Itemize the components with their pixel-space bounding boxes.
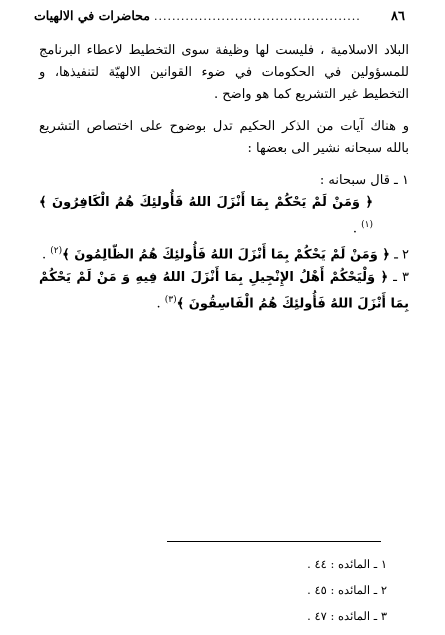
running-title: محاضرات في الالهيات — [34, 8, 150, 23]
verse-2-text: ﴿ وَمَنْ لَمْ يَحْكُمْ بِمَا أَنْزَلَ اللهُ فَأُولئِكَ هُمُ الظّالِمُونَ ﴾ — [62, 247, 390, 263]
page-header — [34, 8, 405, 30]
verse-3: ٣ ـ ﴿ وَلْيَحْكُمْ أَهْلُ الإِنْجِيلِ بِمَا أَنْزَلَ اللهُ فِيهِ وَ مَنْ لَمْ يَحْكُمْ بِمَا أَنْزَلَ اللهُ فَأُولئِكَ هُمُ الْفَاسِقُونَ ﴾$^{(٣)}$ . — [39, 269, 409, 311]
body-text — [39, 40, 409, 315]
verse-3-text: ﴿ وَلْيَحْكُمْ أَهْلُ الإِنْجِيلِ بِمَا أَنْزَلَ اللهُ فِيهِ وَ مَنْ لَمْ يَحْكُمْ بِمَا أَنْزَلَ اللهُ فَأُولئِكَ هُمُ الْفَاسِقُونَ ﴾ — [39, 269, 409, 311]
header-dots: .............................................. — [153, 10, 361, 23]
footnote-ref-2: (٢) — [50, 246, 63, 257]
verse-2-prefix: ٢ ـ — [394, 247, 409, 263]
verse-3-prefix: ٣ ـ — [393, 269, 409, 285]
paragraph-1: البلاد الاسلامية ، فليست لها وظيفة سوى التخطيط لاعطاء البرنامج للمسؤولين في الحكومات في ضوء القوانين الالهيّة لتنفيذها، و التخطيط غير التشريع كما هو واضح . — [39, 43, 409, 102]
footnote-1: ١ ـ المائده : ٤٤ . — [307, 557, 387, 571]
running-head — [34, 8, 361, 23]
page-number: ٨٦ — [391, 9, 405, 24]
verse-1-text: ﴿ وَمَنْ لَمْ يَحْكُمْ بِمَا أَنْزَلَ اللهُ فَأُولئِكَ هُمُ الْكَافِرُونَ ﴾ — [39, 195, 373, 210]
verse-1: ﴿ وَمَنْ لَمْ يَحْكُمْ بِمَا أَنْزَلَ اللهُ فَأُولئِكَ هُمُ الْكَافِرُونَ ﴾$^{(١)}$ . — [39, 195, 373, 237]
footnote-ref-3: (٣) — [164, 294, 177, 305]
paragraph-2: و هناك آيات من الذكر الحكيم تدل بوضوح على اختصاص التشريع بالله سبحانه نشير الى بعضها : — [39, 119, 409, 156]
footnote-2: ٢ ـ المائده : ٤٥ . — [307, 583, 387, 597]
footnote-separator — [167, 541, 381, 542]
verse-2: ٢ ـ ﴿ وَمَنْ لَمْ يَحْكُمْ بِمَا أَنْزَلَ اللهُ فَأُولئِكَ هُمُ الظّالِمُونَ ﴾$^{(٢)}$ . — [41, 246, 409, 263]
footnote-3: ٣ ـ المائده : ٤٧ . — [307, 609, 387, 623]
footnotes — [307, 551, 387, 629]
verse-1-intro: ١ ـ قال سبحانه : — [319, 173, 409, 188]
footnote-ref-1: (١) — [361, 220, 373, 230]
